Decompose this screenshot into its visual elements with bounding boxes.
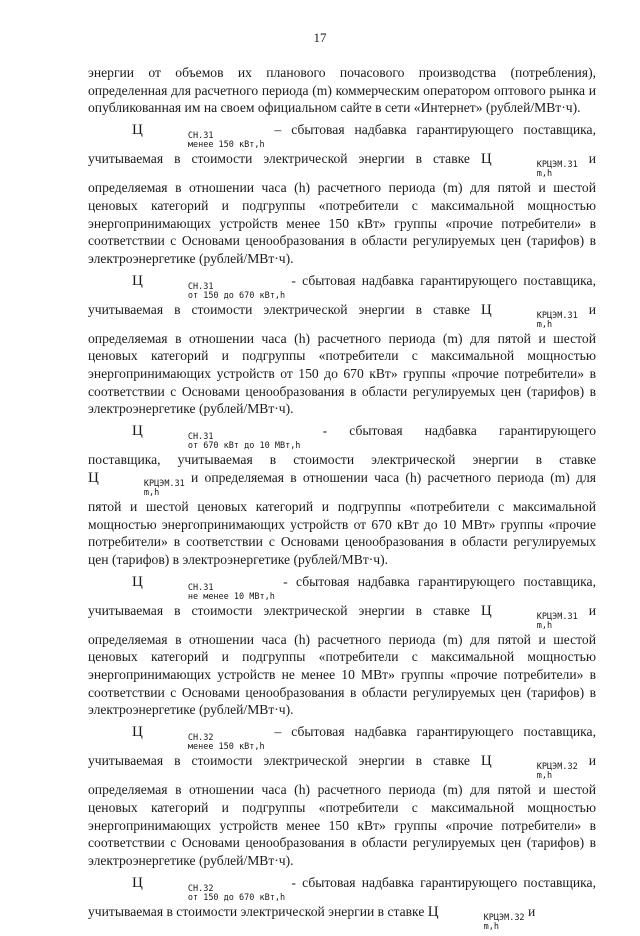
- symbol-sub: m,h: [143, 487, 160, 498]
- definition-body: и определяемая в отношении часа (h) расчетного периода (m) для пятой и шестой ценовых категорий и подгруппы «потребители с максимальной мощностью энергопринимающих устройств от 150 до 670 кВт» группы «прочие потребители» в соответствии с Основами ценообразования в области регулируемых цен (тарифов) в электроэнергетике (рублей/МВт·ч).: [88, 301, 596, 417]
- tariff-symbol: [132, 122, 265, 151]
- symbol-sub: m,h: [536, 620, 553, 631]
- rate-symbol: [480, 151, 578, 180]
- symbol-sub: от 150 до 670 кВт,h: [187, 892, 286, 903]
- symbol-indices: [440, 914, 525, 932]
- symbol-sup: СН.З1: [187, 281, 214, 292]
- symbol-sub: m,h: [536, 319, 553, 330]
- symbol-base: Ц: [427, 903, 439, 920]
- symbol-indices: [493, 161, 578, 179]
- rate-symbol: [88, 469, 185, 498]
- definition-intro: – сбытовая надбавка гарантирующего поставщика, учитываемая в стоимости электрической энергии в ставке: [88, 724, 596, 769]
- symbol-sup: СН.З1: [187, 131, 214, 142]
- symbol-sup: КРЦЭМ.З1: [536, 160, 578, 171]
- symbol-sup: СН.З2: [187, 733, 214, 744]
- symbol-sup: КРЦЭМ.З2: [483, 912, 525, 923]
- symbol-indices: [144, 283, 285, 301]
- symbol-base: Ц: [132, 122, 143, 139]
- symbol-base: Ц: [480, 602, 492, 619]
- rate-symbol: [480, 753, 578, 782]
- symbol-sub: от 670 кВт до 10 МВт,h: [187, 441, 301, 452]
- document-body: [88, 64, 596, 936]
- symbol-sub: менее 150 кВт,h: [187, 742, 265, 753]
- definition-intro: - сбытовая надбавка гарантирующего поставщика, учитываемая в стоимости электрической энергии в ставке: [88, 272, 596, 317]
- symbol-base: Ц: [132, 423, 143, 440]
- symbol-sub: m,h: [536, 771, 553, 782]
- symbol-sup: СН.З1: [187, 432, 214, 443]
- definition-body: и определяемая в отношении часа (h) расчетного периода (m) для пятой и шестой ценовых категорий и подгруппы «потребители с максимальной мощностью энергопринимающих устройств от 670 кВт до 10 МВт» группы «прочие потребители» в соответствии с Основами ценообразования в области регулируемых цен (тарифов) в электроэнергетике (рублей/МВт·ч).: [88, 469, 596, 567]
- lead-paragraph: энергии от объемов их планового почасового производства (потребления), определенная для расчетного периода (m) коммерческим оператором оптового рынка и опубликованная им на своем официальном сайте в сети «Интернет» (рублей/МВт·ч).: [88, 65, 596, 116]
- symbol-indices: [493, 312, 578, 330]
- symbol-indices: [493, 763, 578, 781]
- symbol-base: Ц: [132, 724, 143, 741]
- tariff-symbol: [132, 573, 275, 602]
- definition-paragraph: [88, 573, 596, 720]
- symbol-indices: [144, 885, 285, 903]
- symbol-sub: от 150 до 670 кВт,h: [187, 290, 286, 301]
- rate-symbol: [480, 301, 578, 330]
- symbol-base: Ц: [480, 301, 492, 318]
- symbol-base: Ц: [132, 272, 143, 289]
- symbol-sub: менее 150 кВт,h: [187, 140, 265, 151]
- symbol-sup: КРЦЭМ.З1: [143, 478, 185, 489]
- tariff-symbol: [132, 272, 286, 301]
- symbol-base: Ц: [132, 573, 143, 590]
- definition-intro: - сбытовая надбавка гарантирующего поставщика, учитываемая в стоимости электрической энергии в ставке: [88, 423, 596, 468]
- symbol-sup: СН.З1: [187, 582, 214, 593]
- symbol-sup: КРЦЭМ.З1: [536, 611, 578, 622]
- tariff-symbol: [132, 724, 265, 753]
- symbol-sub: m,h: [483, 921, 499, 932]
- symbol-sup: КРЦЭМ.З1: [536, 310, 578, 321]
- definition-paragraph: [88, 723, 596, 870]
- rate-symbol: [480, 602, 578, 631]
- symbol-indices: [144, 584, 275, 602]
- definition-paragraph: [88, 422, 596, 569]
- definition-paragraph: [88, 121, 596, 268]
- definition-paragraph: [88, 874, 596, 932]
- page-number: 17: [313, 30, 327, 45]
- symbol-sup: СН.З2: [187, 883, 214, 894]
- symbol-indices: [144, 433, 301, 451]
- symbol-sub: не менее 10 МВт,h: [187, 591, 275, 602]
- definition-body: и: [524, 903, 536, 919]
- definition-intro: - сбытовая надбавка гарантирующего поставщика, учитываемая в стоимости электрической энергии в ставке: [88, 874, 596, 919]
- definition-body: и определяемая в отношении часа (h) расчетного периода (m) для пятой и шестой ценовых категорий и подгруппы «потребители с максимальной мощностью энергопринимающих устройств не менее 10 МВт» группы «прочие потребители» в соответствии с Основами ценообразования в области регулируемых цен (тарифов) в электроэнергетике (рублей/МВт·ч).: [88, 602, 596, 718]
- symbol-indices: [493, 613, 578, 631]
- symbol-base: Ц: [480, 151, 492, 168]
- symbol-sub: m,h: [536, 169, 553, 180]
- symbol-indices: [100, 480, 185, 498]
- definition-paragraph: [88, 272, 596, 419]
- symbol-base: Ц: [132, 874, 143, 891]
- symbol-base: Ц: [88, 469, 99, 486]
- symbol-indices: [144, 132, 265, 150]
- symbol-indices: [144, 734, 265, 752]
- tariff-symbol: [132, 423, 301, 452]
- symbol-base: Ц: [480, 753, 492, 770]
- definition-body: и определяемая в отношении часа (h) расчетного периода (m) для пятой и шестой ценовых категорий и подгруппы «потребители с максимальной мощностью энергопринимающих устройств менее 150 кВт» группы «прочие потребители» в соответствии с Основами ценообразования в области регулируемых цен (тарифов) в электроэнергетике (рублей/МВт·ч).: [88, 151, 596, 266]
- symbol-sup: КРЦЭМ.З2: [536, 762, 578, 773]
- definition-body: и определяемая в отношении часа (h) расчетного периода (m) для пятой и шестой ценовых категорий и подгруппы «потребители с максимальной мощностью энергопринимающих устройств менее 150 кВт» группы «прочие потребители» в соответствии с Основами ценообразования в области регулируемых цен (тарифов) в электроэнергетике (рублей/МВт·ч).: [88, 753, 596, 868]
- rate-symbol: [427, 903, 525, 932]
- definition-intro: - сбытовая надбавка гарантирующего поставщика, учитываемая в стоимости электрической энергии в ставке: [88, 573, 596, 618]
- definition-intro: – сбытовая надбавка гарантирующего поставщика, учитываемая в стоимости электрической энергии в ставке: [88, 122, 596, 167]
- tariff-symbol: [132, 874, 286, 903]
